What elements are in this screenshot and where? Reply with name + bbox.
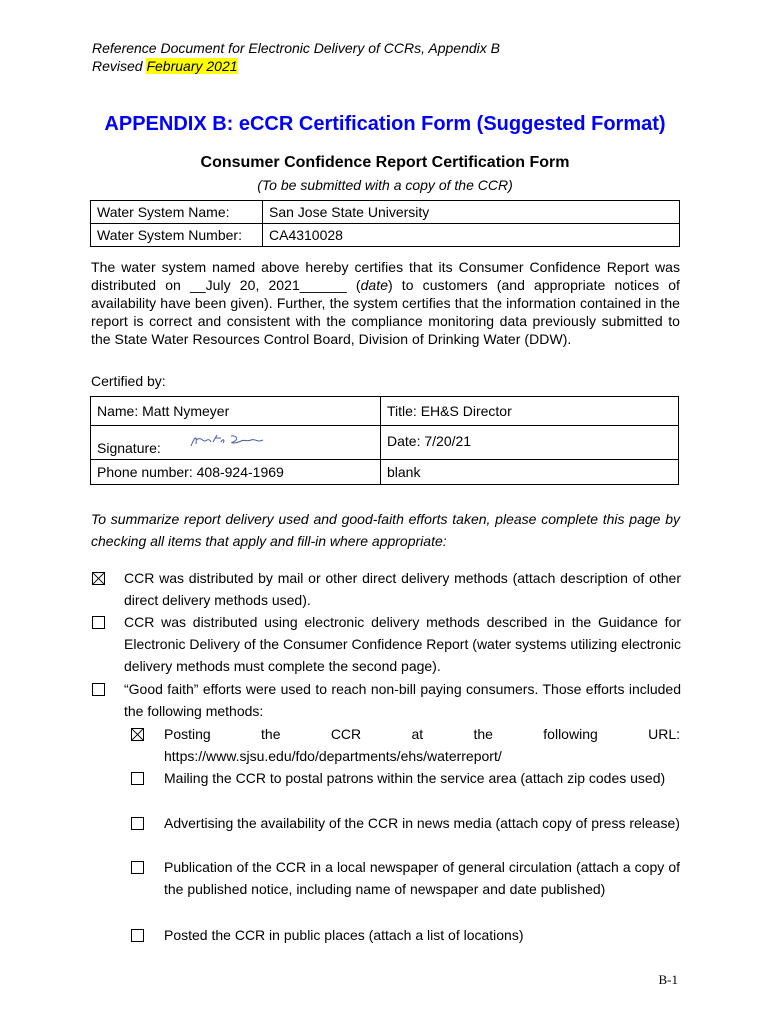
certification-text-part2: ) to customers (and appropriate notices of availability have been given). Further, the system certifies that the information contained in the report is correct and consistent with the compliance monitoring data previously submitted to the State Water Resources Control Board, Division of Drinking Water (DDW). xyxy=(91,277,680,347)
checkbox-public-places[interactable] xyxy=(131,929,144,942)
certified-by-label: Certified by: xyxy=(91,373,166,389)
revision-prefix: Revised xyxy=(92,58,147,74)
signer-title[interactable]: Title: EH&S Director xyxy=(381,397,679,426)
checkbox-good-faith[interactable] xyxy=(92,683,105,696)
water-system-number-value[interactable]: CA4310028 xyxy=(263,224,680,247)
signer-table xyxy=(90,396,679,485)
item-advertising-text: Advertising the availability of the CCR in news media (attach copy of press release) xyxy=(164,815,680,831)
checkbox-posting-url[interactable] xyxy=(131,728,144,741)
checkbox-mail-delivery[interactable] xyxy=(92,572,105,585)
signature-cell[interactable] xyxy=(91,426,381,460)
appendix-title: APPENDIX B: eCCR Certification Form (Suggested Format) xyxy=(104,113,666,135)
water-system-table xyxy=(90,200,680,247)
item-electronic-delivery-text: CCR was distributed using electronic delivery methods described in the Guidance for Electronic Delivery of the Consumer Confidence Report (water systems utilizing electronic delivery methods must complete the second page). xyxy=(124,614,681,674)
checkbox-newspaper-publication[interactable] xyxy=(131,861,144,874)
posting-url-link[interactable]: https://www.sjsu.edu/fdo/departments/ehs/waterreport/ xyxy=(164,748,502,764)
form-subtitle: (To be submitted with a copy of the CCR) xyxy=(257,177,513,193)
document-reference-line: Reference Document for Electronic Delivery of CCRs, Appendix B xyxy=(92,40,500,56)
checkbox-advertising[interactable] xyxy=(131,817,144,830)
revision-line xyxy=(92,57,238,75)
revision-date-highlight: February 2021 xyxy=(146,58,238,74)
checkbox-mailing-postal[interactable] xyxy=(131,772,144,785)
certification-date-word: date xyxy=(360,277,389,293)
signer-name[interactable]: Name: Matt Nymeyer xyxy=(91,397,381,426)
item-mailing-postal-text: Mailing the CCR to postal patrons within the service area (attach zip codes used) xyxy=(164,770,666,786)
checkbox-electronic-delivery[interactable] xyxy=(92,616,105,629)
item-mail-delivery-text: CCR was distributed by mail or other direct delivery methods (attach description of other direct delivery methods used). xyxy=(124,570,681,608)
handwritten-signature xyxy=(187,432,267,454)
water-system-number-label: Water System Number: xyxy=(91,224,263,247)
certification-text-part1: The water system named above hereby certifies that its Consumer Confidence Report was distributed on __July 20, 2021______ ( xyxy=(91,259,680,293)
item-newspaper-publication-text: Publication of the CCR in a local newspaper of general circulation (attach a copy of the published notice, including name of newspaper and date published) xyxy=(164,859,680,897)
water-system-name-value[interactable]: San Jose State University xyxy=(263,201,680,224)
instructions-text: To summarize report delivery used and good-faith efforts taken, please complete this page by checking all items that apply and fill-in where appropriate: xyxy=(91,511,680,549)
certification-paragraph xyxy=(91,258,680,348)
good-faith-text: “Good faith” efforts were used to reach non-bill paying consumers. Those efforts included the following methods: xyxy=(124,681,681,719)
item-posting-url-line1: Posting the CCR at the following URL: xyxy=(164,726,680,742)
item-good-faith-text xyxy=(124,678,681,722)
blank-cell[interactable]: blank xyxy=(381,460,679,485)
signer-date[interactable]: Date: 7/20/21 xyxy=(381,426,679,460)
form-title: Consumer Confidence Report Certification Form xyxy=(200,154,570,171)
signer-phone[interactable]: Phone number: 408-924-1969 xyxy=(91,460,381,485)
signature-label: Signature: xyxy=(97,440,161,456)
item-public-places-text: Posted the CCR in public places (attach a list of locations) xyxy=(164,927,524,943)
page-number: B-1 xyxy=(658,972,678,987)
water-system-name-label: Water System Name: xyxy=(91,201,263,224)
